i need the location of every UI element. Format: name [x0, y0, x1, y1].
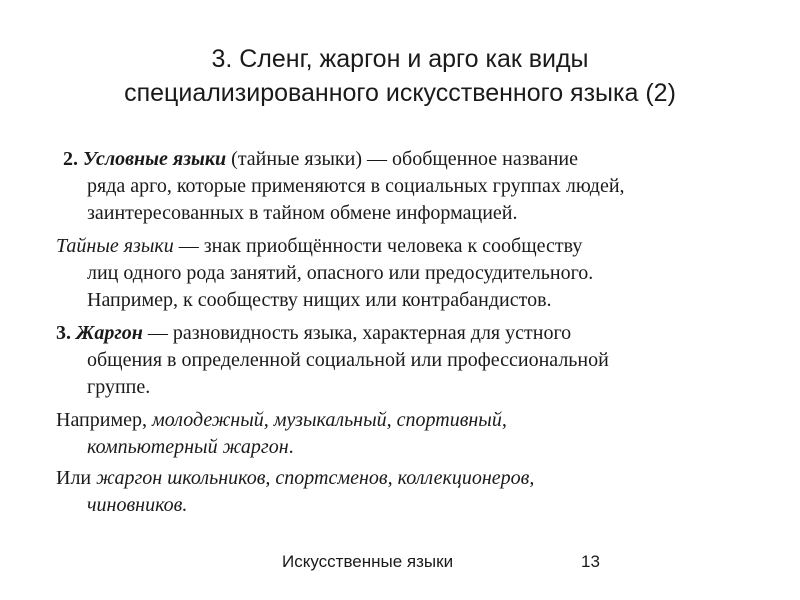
paragraph-line: лиц одного рода занятий, опасного или предосудительного.: [87, 262, 594, 284]
definition-text: (тайные языки) — обобщенное название: [226, 148, 578, 170]
paragraph-line: заинтересованных в тайном обмене информацией.: [87, 202, 518, 224]
definition-text: — знак приобщённости человека к сообществу: [173, 235, 583, 257]
paragraph-secret-languages: [56, 233, 800, 314]
term-jargon: Жаргон: [76, 322, 143, 344]
paragraph-line: ряда арго, которые применяются в социальных группах людей,: [87, 175, 625, 197]
example-list: молодежный, музыкальный, спортивный,: [152, 409, 507, 431]
paragraph-line: группе.: [87, 376, 151, 398]
slide-body: [0, 146, 800, 525]
paragraph-line: общения в определенной социальной или профессиональной: [87, 349, 609, 371]
term-conditional-languages: Условные языки: [83, 148, 227, 170]
paragraph-jargon: [56, 320, 800, 401]
example-lead: Например,: [56, 409, 152, 431]
slide-title-line-1: 3. Сленг, жаргон и арго как виды: [211, 45, 589, 73]
paragraph-example-2: [56, 465, 800, 519]
paragraph-line: чиновников.: [87, 494, 188, 516]
slide-title-line-2: специализированного искусственного языка (2): [124, 79, 676, 107]
term-secret-languages: Тайные языки: [56, 235, 174, 257]
footer-title: Искусственные языки: [282, 552, 454, 571]
paragraph-conditional-languages: [63, 146, 800, 227]
paragraph-line: [56, 434, 800, 461]
example-lead: Или: [56, 467, 97, 489]
paragraph-example-1: [56, 407, 800, 461]
paragraph-number: 3.: [56, 322, 76, 344]
example-end: .: [288, 436, 294, 458]
paragraph-line: [56, 407, 800, 434]
paragraph-number: 2.: [63, 148, 83, 170]
slide-title: [40, 42, 760, 110]
paragraph-line: [56, 320, 800, 347]
paragraph-line: Например, к сообществу нищих или контрабандистов.: [87, 289, 552, 311]
paragraph-line: [56, 233, 800, 260]
page-number: 13: [581, 552, 600, 571]
paragraph-line: [56, 465, 800, 492]
example-list: жаргон школьников, спортсменов, коллекционеров,: [96, 467, 535, 489]
definition-text: — разновидность языка, характерная для устного: [142, 322, 572, 344]
example-list: компьютерный жаргон: [87, 436, 289, 458]
paragraph-line: [63, 146, 800, 173]
